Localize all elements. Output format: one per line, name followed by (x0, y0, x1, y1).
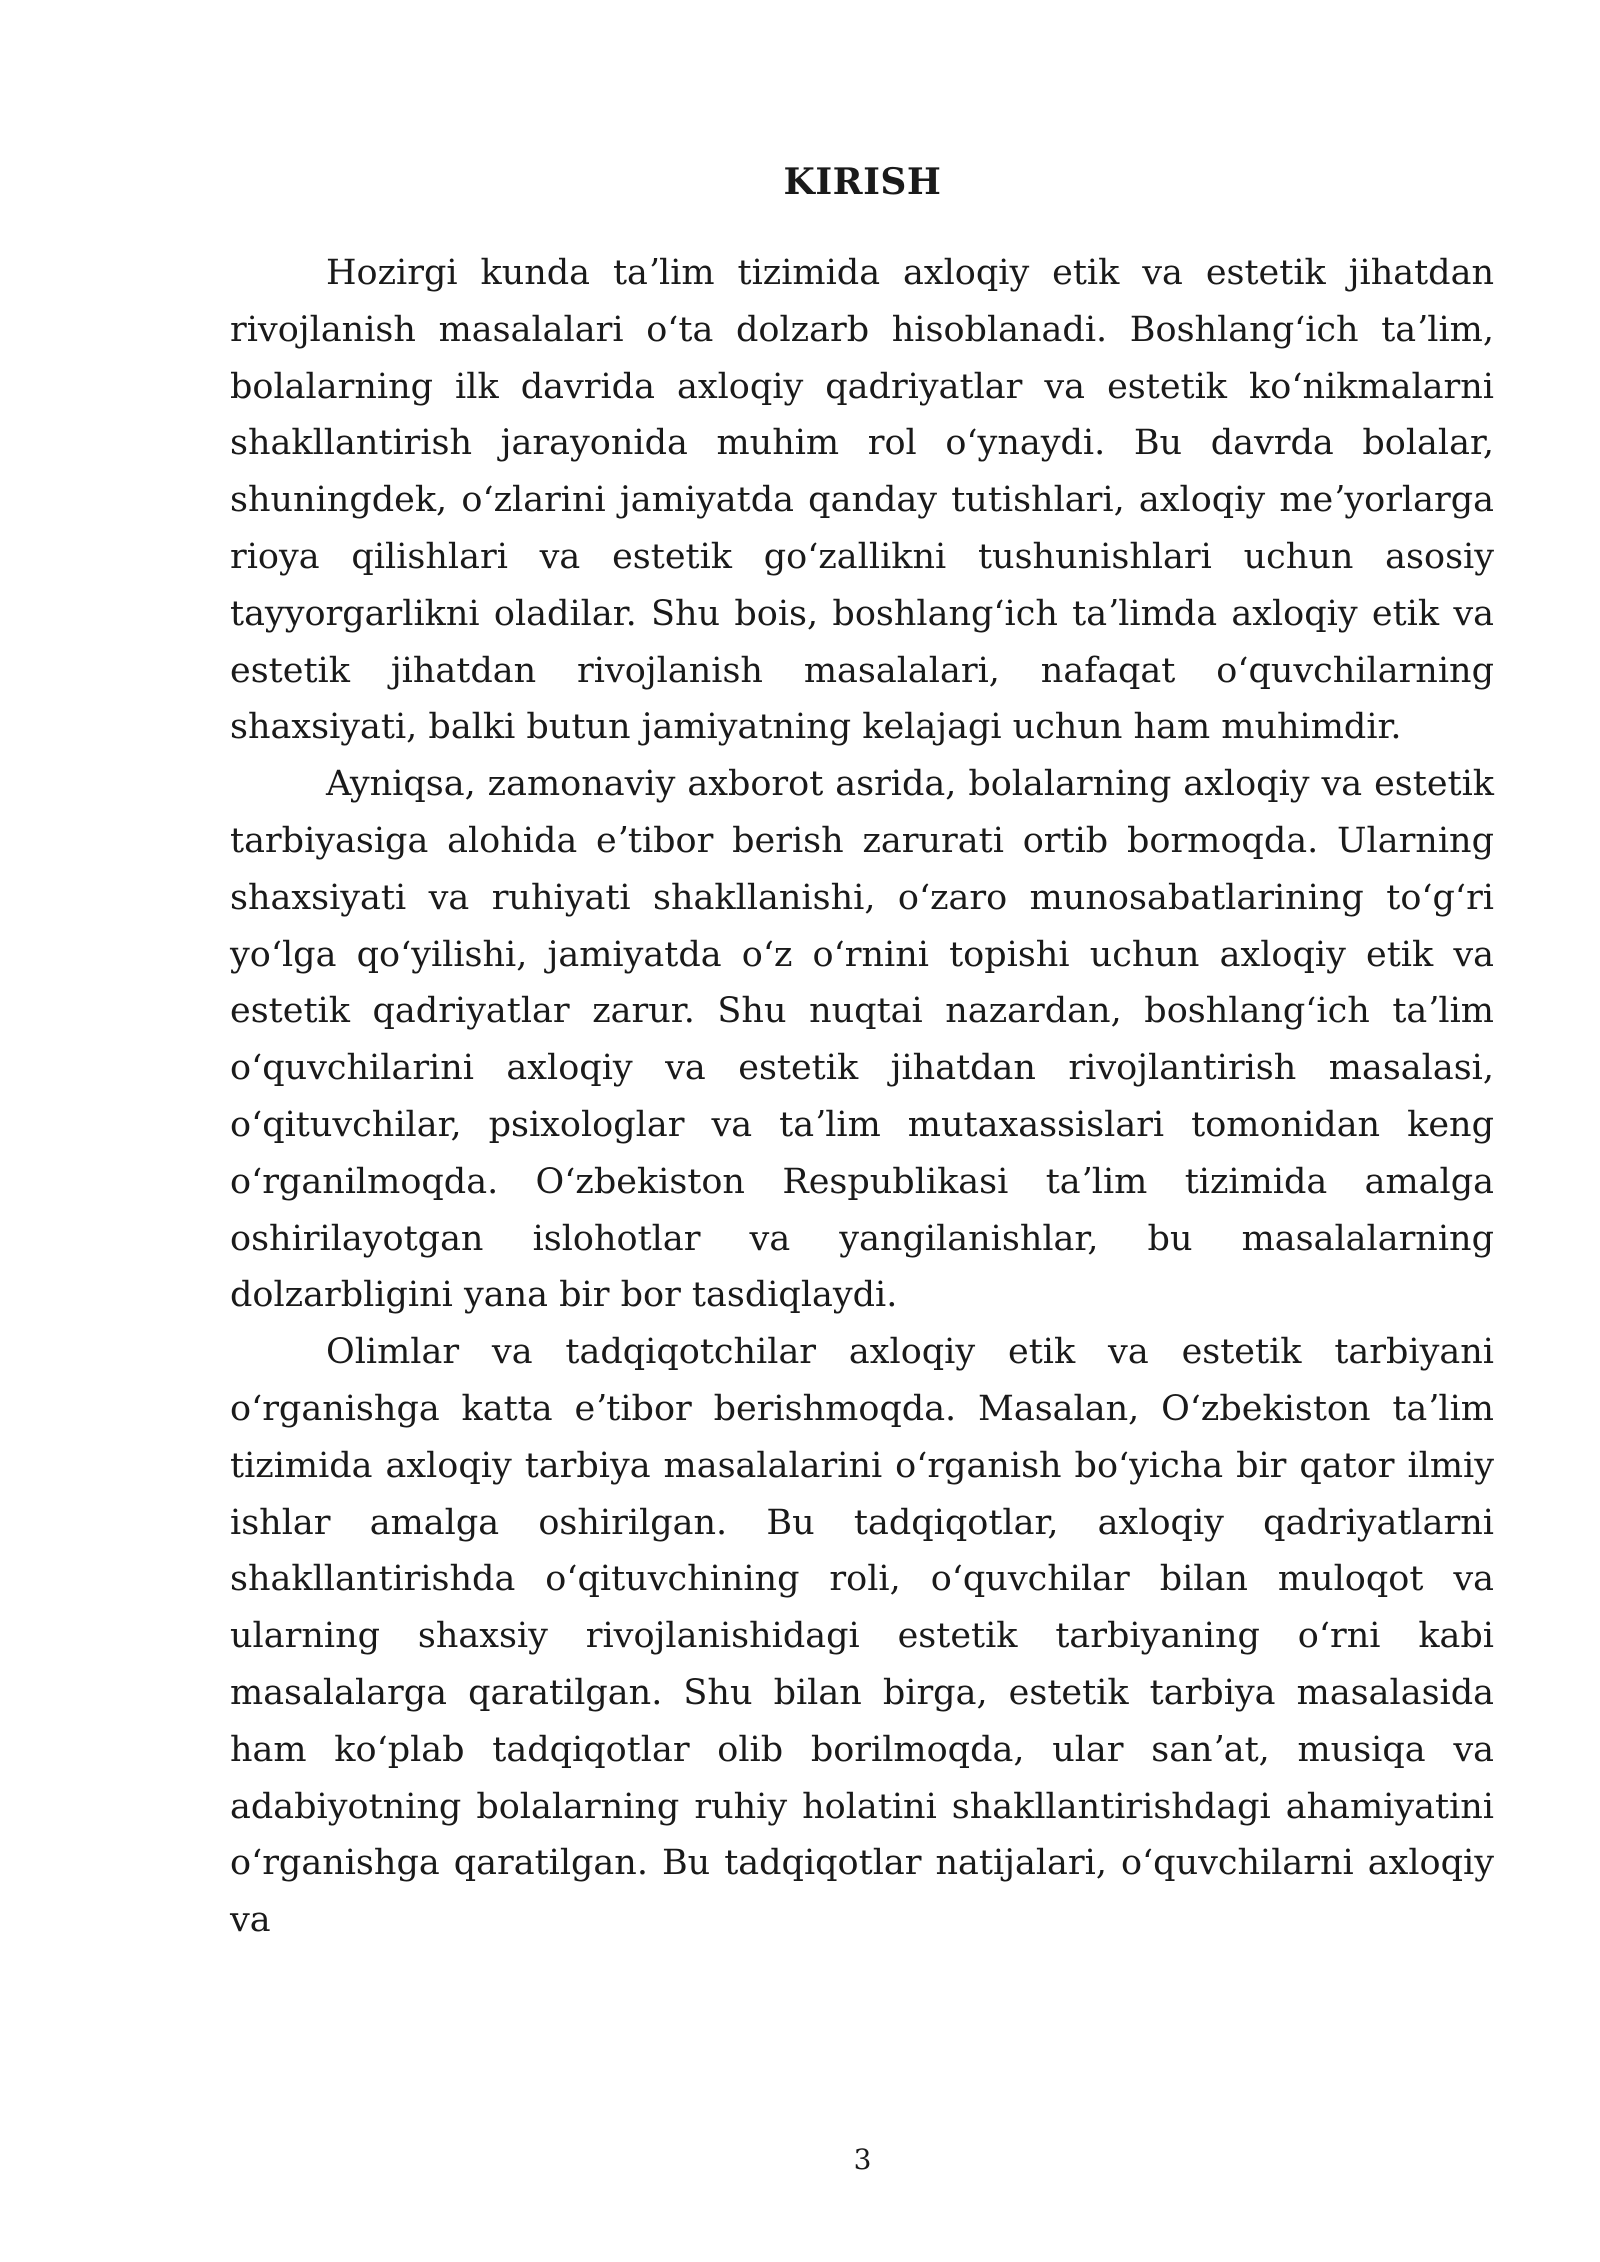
paragraph-2: Ayniqsa, zamonaviy axborot asrida, bolalarning axloqiy va estetik tarbiyasiga alohida eʼtibor berish zarurati ortib bormoqda. Ularning shaxsiyati va ruhiyati shakllanishi, oʻzaro munosabatlarining toʻgʻri yoʻlga qoʻyilishi, jamiyatda oʻz oʻrnini topishi uchun axloqiy etik va estetik qadriyatlar zarur. Shu nuqtai nazardan, boshlangʻich taʼlim oʻquvchilarini axloqiy va estetik jihatdan rivojlantirish masalasi, oʻqituvchilar, psixologlar va taʼlim mutaxassislari tomonidan keng oʻrganilmoqda. Oʻzbekiston Respublikasi taʼlim tizimida amalga oshirilayotgan islohotlar va yangilanishlar, bu masalalarning dolzarbligini yana bir bor tasdiqlaydi. (230, 764, 1494, 1316)
paragraph-3: Olimlar va tadqiqotchilar axloqiy etik va estetik tarbiyani oʻrganishga katta eʼtibor berishmoqda. Masalan, Oʻzbekiston taʼlim tizimida axloqiy tarbiya masalalarini oʻrganish boʻyicha bir qator ilmiy ishlar amalga oshirilgan. Bu tadqiqotlar, axloqiy qadriyatlarni shakllantirishda oʻqituvchining roli, oʻquvchilar bilan muloqot va ularning shaxsiy rivojlanishidagi estetik tarbiyaning oʻrni kabi masalalarga qaratilgan. Shu bilan birga, estetik tarbiya masalasida ham koʻplab tadqiqotlar olib borilmoqda, ular sanʼat, musiqa va adabiyotning bolalarning ruhiy holatini shakllantirishdagi ahamiyatini oʻrganishga qaratilgan. Bu tadqiqotlar natijalari, oʻquvchilarni axloqiy va (230, 1332, 1494, 1941)
page-number: 3 (853, 2143, 872, 2176)
paragraph-1: Hozirgi kunda taʼlim tizimida axloqiy etik va estetik jihatdan rivojlanish masalalari oʻta dolzarb hisoblanadi. Boshlangʻich taʼlim, bolalarning ilk davrida axloqiy qadriyatlar va estetik koʻnikmalarni shakllantirish jarayonida muhim rol oʻynaydi. Bu davrda bolalar, shuningdek, oʻzlarini jamiyatda qanday tutishlari, axloqiy meʼyorlarga rioya qilishlari va estetik goʻzallikni tushunishlari uchun asosiy tayyorgarlikni oladilar. Shu bois, boshlangʻich taʼlimda axloqiy etik va estetik jihatdan rivojlanish masalalari, nafaqat oʻquvchilarning shaxsiyati, balki butun jamiyatning kelajagi uchun ham muhimdir. (230, 253, 1494, 748)
page-title: KIRISH (783, 161, 942, 203)
body-text (230, 245, 1494, 1949)
